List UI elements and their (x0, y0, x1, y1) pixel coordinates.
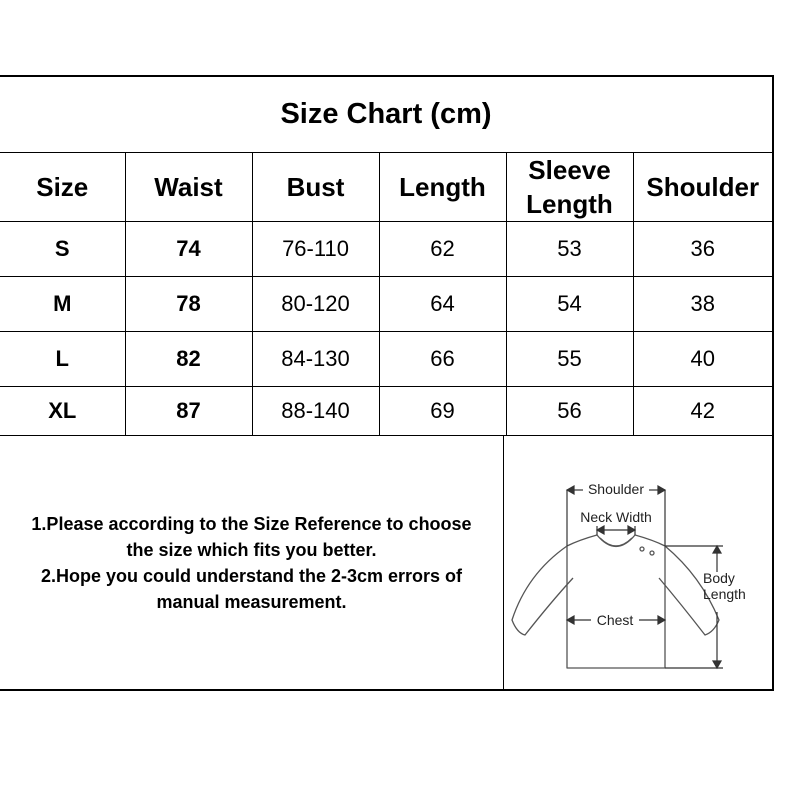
cell-waist: 74 (125, 222, 252, 277)
cell-size: S (0, 222, 125, 277)
note-line: 1.Please according to the Size Reference to choose (31, 514, 472, 534)
note-line: the size which fits you better. (126, 540, 377, 560)
header-sleeve-length (506, 153, 633, 222)
cell-waist: 87 (125, 387, 252, 436)
cell-bust: 88-140 (252, 387, 379, 436)
note-line: 2.Hope you could understand the 2-3cm errors of (40, 566, 463, 586)
header-size: Size (0, 153, 125, 222)
cell-length: 62 (379, 222, 506, 277)
cell-waist: 78 (125, 277, 252, 332)
cell-size: XL (0, 387, 125, 436)
table-row (0, 277, 772, 332)
table-row (0, 387, 772, 436)
header-bust: Bust (252, 153, 379, 222)
header-sleeve-line1: Sleeve (528, 155, 611, 185)
cell-sleeve: 56 (506, 387, 633, 436)
cell-shoulder: 42 (633, 387, 772, 436)
sweater-outline-icon (505, 436, 772, 690)
header-shoulder: Shoulder (633, 153, 772, 222)
table-row (0, 332, 772, 387)
bottom-section (0, 435, 772, 689)
label-body-line1: Body (703, 570, 735, 586)
header-sleeve-line2: Length (526, 189, 613, 219)
cell-sleeve: 53 (506, 222, 633, 277)
cell-shoulder: 40 (633, 332, 772, 387)
notes-panel (0, 436, 504, 690)
chart-title: Size Chart (cm) (0, 77, 772, 153)
cell-sleeve: 55 (506, 332, 633, 387)
cell-bust: 80-120 (252, 277, 379, 332)
size-chart-frame (0, 75, 774, 691)
table-row (0, 222, 772, 277)
cell-length: 66 (379, 332, 506, 387)
cell-bust: 84-130 (252, 332, 379, 387)
note-line: manual measurement. (156, 592, 347, 612)
cell-length: 64 (379, 277, 506, 332)
label-body-line2: Length (703, 586, 746, 602)
cell-length: 69 (379, 387, 506, 436)
label-chest: Chest (596, 612, 634, 628)
header-row (0, 153, 772, 222)
cell-bust: 76-110 (252, 222, 379, 277)
cell-shoulder: 36 (633, 222, 772, 277)
label-neck-width: Neck Width (580, 509, 652, 525)
header-length: Length (379, 153, 506, 222)
cell-shoulder: 38 (633, 277, 772, 332)
cell-waist: 82 (125, 332, 252, 387)
cell-size: M (0, 277, 125, 332)
cell-sleeve: 54 (506, 277, 633, 332)
size-table (0, 153, 772, 436)
header-waist: Waist (125, 153, 252, 222)
label-shoulder: Shoulder (587, 481, 645, 497)
measurement-diagram (505, 436, 772, 690)
cell-size: L (0, 332, 125, 387)
